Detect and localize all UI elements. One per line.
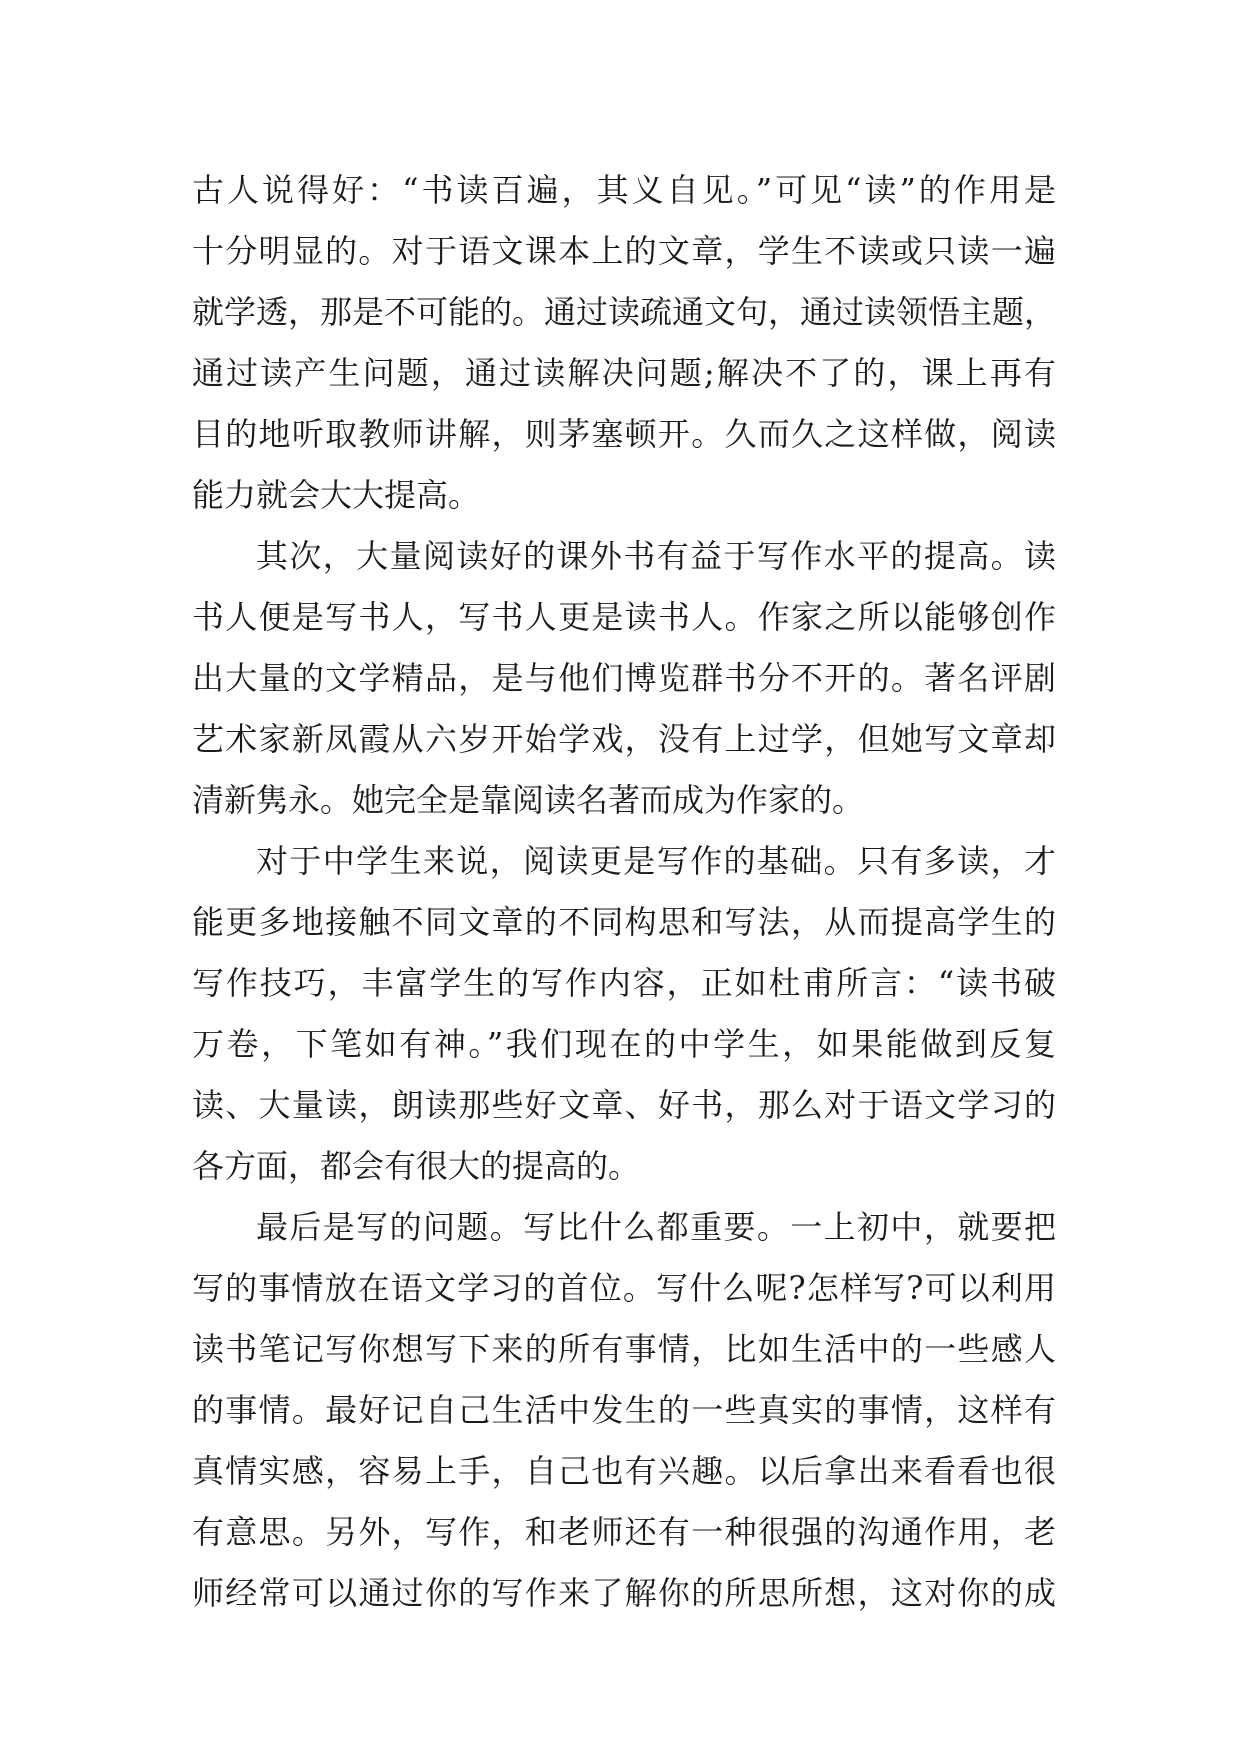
text-line: 的事情。最好记自己生活中发生的一些真实的事情，这样有: [192, 1391, 1056, 1429]
text-line: 清新隽永。她完全是靠阅读名著而成为作家的。: [192, 781, 865, 819]
text-line: 写作技巧，丰富学生的写作内容，正如杜甫所言：“读书破: [192, 964, 1056, 1002]
text-line: 各方面，都会有很大的提高的。: [192, 1147, 641, 1185]
paragraph-reading-and-writing: [192, 526, 1056, 831]
text-line: 有意思。另外，写作，和老师还有一种很强的沟通作用，老: [192, 1513, 1056, 1551]
text-line: 读、大量读，朗读那些好文章、好书，那么对于语文学习的: [192, 1086, 1056, 1124]
text-line: 对于中学生来说，阅读更是写作的基础。只有多读，才: [256, 842, 1056, 880]
body-text: [192, 160, 1056, 1624]
text-line: 书人便是写书人，写书人更是读书人。作家之所以能够创作: [192, 598, 1056, 636]
text-line: 目的地听取教师讲解，则茅塞顿开。久而久之这样做，阅读: [192, 415, 1056, 453]
text-line: 艺术家新凤霞从六岁开始学戏，没有上过学，但她写文章却: [192, 720, 1056, 758]
text-line: 能力就会大大提高。: [192, 476, 481, 514]
text-line: 就学透，那是不可能的。通过读疏通文句，通过读领悟主题，: [192, 293, 1057, 331]
text-line: 出大量的文学精品，是与他们博览群书分不开的。著名评剧: [192, 659, 1056, 697]
text-line: 其次，大量阅读好的课外书有益于写作水平的提高。读: [256, 537, 1056, 575]
text-line: 写的事情放在语文学习的首位。写什么呢?怎样写?可以利用: [192, 1269, 1056, 1307]
paragraph-writing: [192, 1197, 1056, 1624]
text-line: 真情实感，容易上手，自己也有兴趣。以后拿出来看看也很: [192, 1452, 1056, 1490]
text-line: 能更多地接触不同文章的不同构思和写法，从而提高学生的: [192, 903, 1056, 941]
text-line: 通过读产生问题，通过读解决问题;解决不了的，课上再有: [192, 354, 1056, 392]
paragraph-reading-method: [192, 160, 1056, 526]
text-line: 万卷，下笔如有神。”我们现在的中学生，如果能做到反复: [192, 1025, 1056, 1063]
text-line: 十分明显的。对于语文课本上的文章，学生不读或只读一遍: [192, 232, 1056, 270]
paragraph-middle-school-reading: [192, 831, 1056, 1197]
text-line: 师经常可以通过你的写作来了解你的所思所想，这对你的成: [192, 1574, 1056, 1612]
text-line: 最后是写的问题。写比什么都重要。一上初中，就要把: [256, 1208, 1056, 1246]
text-line: 读书笔记写你想写下来的所有事情，比如生活中的一些感人: [192, 1330, 1056, 1368]
text-line: 古人说得好：“书读百遍，其义自见。”可见“读”的作用是: [192, 171, 1056, 209]
